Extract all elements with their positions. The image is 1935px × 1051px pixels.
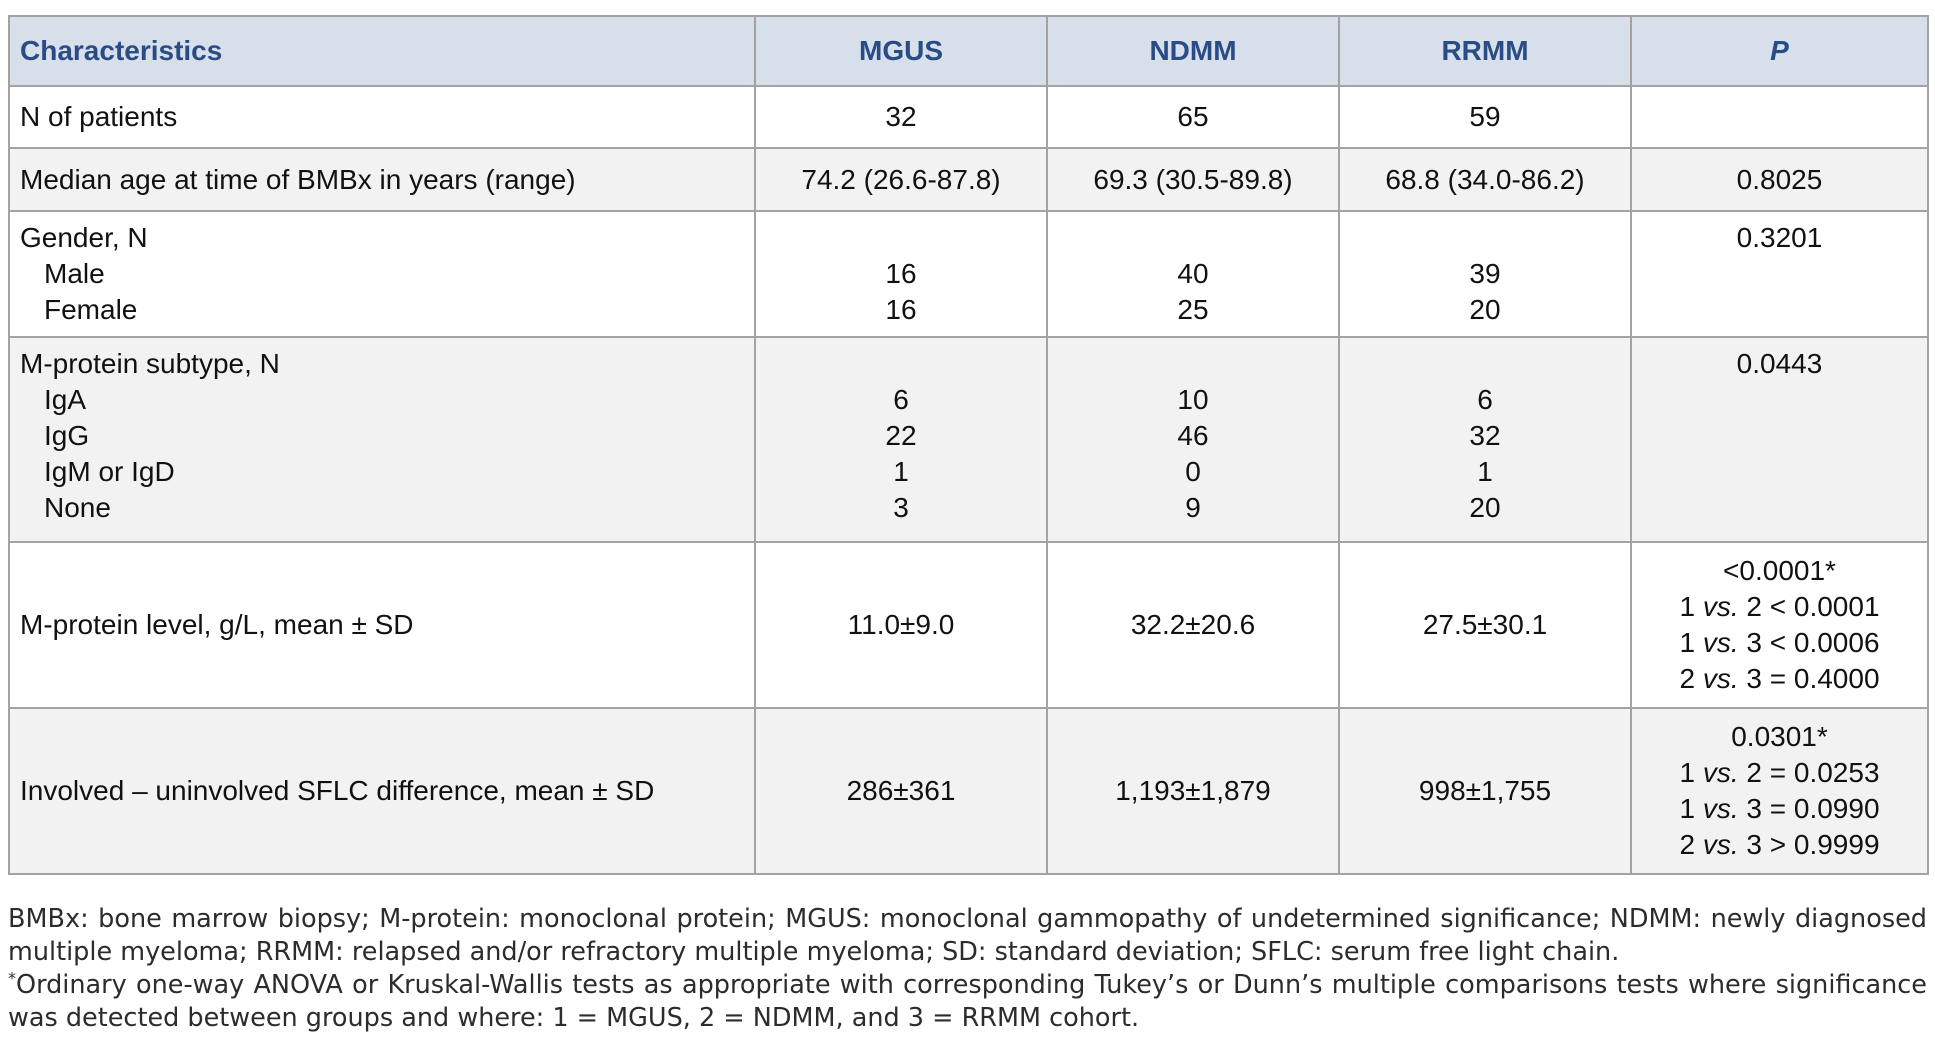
cell-p — [1631, 708, 1928, 874]
cell-ndmm — [1047, 337, 1339, 542]
cell-rrmm: 998±1,755 — [1339, 708, 1631, 874]
characteristics-table — [8, 15, 1929, 875]
value: 20 — [1469, 294, 1501, 325]
row-label-group — [9, 337, 755, 542]
value: 40 — [1177, 258, 1209, 289]
sub-label: Male — [44, 258, 105, 289]
table-row-median-age — [9, 148, 1928, 211]
table-row-m-protein-subtype — [9, 337, 1928, 542]
value: 0.3201 — [1736, 222, 1823, 253]
row-label: Median age at time of BMBx in years (range) — [9, 148, 755, 211]
sub-label: IgM or IgD — [44, 456, 175, 487]
cell-p — [1631, 542, 1928, 708]
value: 1 — [1477, 456, 1493, 487]
table-footnote — [8, 903, 1927, 1035]
cell-mgus — [755, 211, 1047, 337]
value: 46 — [1177, 420, 1209, 451]
cell-mgus: 286±361 — [755, 708, 1047, 874]
header-characteristics: Characteristics — [9, 16, 755, 86]
p-value-line: 1 vs. 2 = 0.0253 — [1679, 757, 1880, 788]
value: 39 — [1469, 258, 1501, 289]
cell-ndmm — [1047, 211, 1339, 337]
footnote-abbreviations: BMBx: bone marrow biopsy; M-protein: monoclonal protein; MGUS: monoclonal gammopathy of undetermined significance; NDMM: newly diagnosed multiple myeloma; RRMM: relapsed and/or refractory multiple myeloma; SD: standard deviation; SFLC: serum free light chain. — [8, 904, 1927, 967]
table-row-sflc-difference — [9, 708, 1928, 874]
value: 22 — [885, 420, 917, 451]
table-header-row — [9, 16, 1928, 86]
row-label: N of patients — [9, 86, 755, 148]
value: 32 — [1469, 420, 1501, 451]
p-value-line: 0.0301* — [1731, 721, 1828, 752]
table-row-m-protein-level — [9, 542, 1928, 708]
p-value-line: 1 vs. 3 = 0.0990 — [1679, 793, 1880, 824]
cell-rrmm: 59 — [1339, 86, 1631, 148]
value: 0 — [1185, 456, 1201, 487]
header-ndmm: NDMM — [1047, 16, 1339, 86]
cell-p: 0.8025 — [1631, 148, 1928, 211]
cell-rrmm: 27.5±30.1 — [1339, 542, 1631, 708]
cell-ndmm: 65 — [1047, 86, 1339, 148]
footnote-marker: * — [8, 968, 16, 988]
sub-label: IgA — [44, 384, 87, 415]
p-value-line: <0.0001* — [1723, 555, 1836, 586]
value: 16 — [885, 258, 917, 289]
footnote-note: Ordinary one-way ANOVA or Kruskal-Wallis tests as appropriate with corresponding Tukey’s or Dunn’s multiple comparisons tests where significance was detected between groups and where: 1 = MGUS, 2 = NDMM, and 3 = RRMM cohort. — [8, 970, 1927, 1033]
table-container — [8, 15, 1927, 875]
cell-mgus: 32 — [755, 86, 1047, 148]
table-row-gender — [9, 211, 1928, 337]
p-value-line: 1 vs. 3 < 0.0006 — [1679, 627, 1880, 658]
row-label: M-protein subtype, N — [20, 348, 280, 379]
p-value-line: 2 vs. 3 = 0.4000 — [1679, 663, 1880, 694]
sub-label: Female — [44, 294, 138, 325]
cell-p — [1631, 211, 1928, 337]
value: 10 — [1177, 384, 1209, 415]
value: 6 — [1477, 384, 1493, 415]
value: 9 — [1185, 492, 1201, 523]
cell-rrmm — [1339, 337, 1631, 542]
cell-mgus: 74.2 (26.6-87.8) — [755, 148, 1047, 211]
cell-ndmm: 1,193±1,879 — [1047, 708, 1339, 874]
cell-mgus — [755, 337, 1047, 542]
cell-ndmm: 69.3 (30.5-89.8) — [1047, 148, 1339, 211]
row-label: M-protein level, g/L, mean ± SD — [9, 542, 755, 708]
footnote-statistics — [8, 969, 1927, 1035]
sub-label: IgG — [44, 420, 90, 451]
cell-p — [1631, 337, 1928, 542]
row-label: Involved – uninvolved SFLC difference, mean ± SD — [9, 708, 755, 874]
sub-label: None — [44, 492, 111, 523]
row-label: Gender, N — [20, 222, 148, 253]
value: 3 — [893, 492, 909, 523]
value: 6 — [893, 384, 909, 415]
cell-mgus: 11.0±9.0 — [755, 542, 1047, 708]
value: 1 — [893, 456, 909, 487]
header-p: P — [1631, 16, 1928, 86]
p-value-line: 1 vs. 2 < 0.0001 — [1679, 591, 1880, 622]
table-row-n-patients — [9, 86, 1928, 148]
cell-rrmm — [1339, 211, 1631, 337]
value: 0.0443 — [1736, 348, 1823, 379]
cell-rrmm: 68.8 (34.0-86.2) — [1339, 148, 1631, 211]
header-mgus: MGUS — [755, 16, 1047, 86]
value: 16 — [885, 294, 917, 325]
value: 25 — [1177, 294, 1209, 325]
header-rrmm: RRMM — [1339, 16, 1631, 86]
value: 20 — [1469, 492, 1501, 523]
row-label-group — [9, 211, 755, 337]
cell-p — [1631, 86, 1928, 148]
p-value-line: 2 vs. 3 > 0.9999 — [1679, 829, 1880, 860]
cell-ndmm: 32.2±20.6 — [1047, 542, 1339, 708]
